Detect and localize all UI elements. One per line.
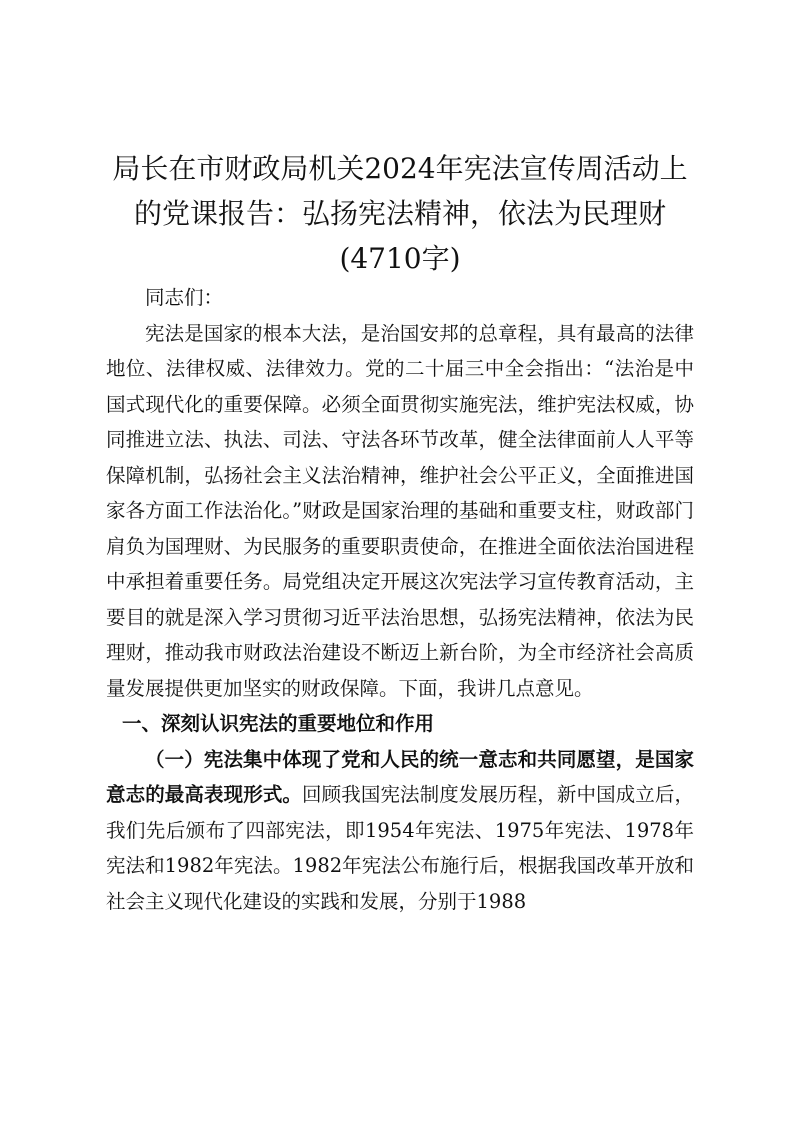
section-heading: 一、深刻认识宪法的重要地位和作用: [122, 712, 435, 735]
document-body: [106, 280, 694, 919]
greeting: 同志们：: [145, 286, 224, 309]
subsection-paragraph: [106, 742, 694, 920]
subsection-body: 回顾我国宪法制度发展历程，新中国成立后，我们先后颁布了四部宪法，即1954年宪法、1975年宪法、1978年宪法和1982年宪法。1982年宪法公布施行后，根据我国改革开放和社会主义现代化建设的实践和发展，分别于1988: [106, 783, 694, 913]
intro-paragraph: 宪法是国家的根本大法，是治国安邦的总章程，具有最高的法律地位、法律权威、法律效力。党的二十届三中全会指出：“法治是中国式现代化的重要保障。必须全面贯彻实施宪法，维护宪法权威，协同推进立法、执法、司法、守法各环节改革，健全法律面前人人平等保障机制，弘扬社会主义法治精神，维护社会公平正义，全面推进国家各方面工作法治化。”财政是国家治理的基础和重要支柱，财政部门肩负为国理财、为民服务的重要职责使命，在推进全面依法治国进程中承担着重要任务。局党组决定开展这次宪法学习宣传教育活动，主要目的就是深入学习贯彻习近平法治思想，弘扬宪法精神，依法为民理财，推动我市财政法治建设不断迈上新台阶，为全市经济社会高质量发展提供更加坚实的财政保障。下面，我讲几点意见。: [106, 321, 694, 700]
subsection-lead: （一）宪法集中体现了党和人民的统一意志和共同愿望，是国家意志的最高表现形式。: [106, 747, 694, 806]
document-title: 局长在市财政局机关2024年宪法宣传周活动上的党课报告：弘扬宪法精神，依法为民理财(4710字): [112, 152, 688, 275]
